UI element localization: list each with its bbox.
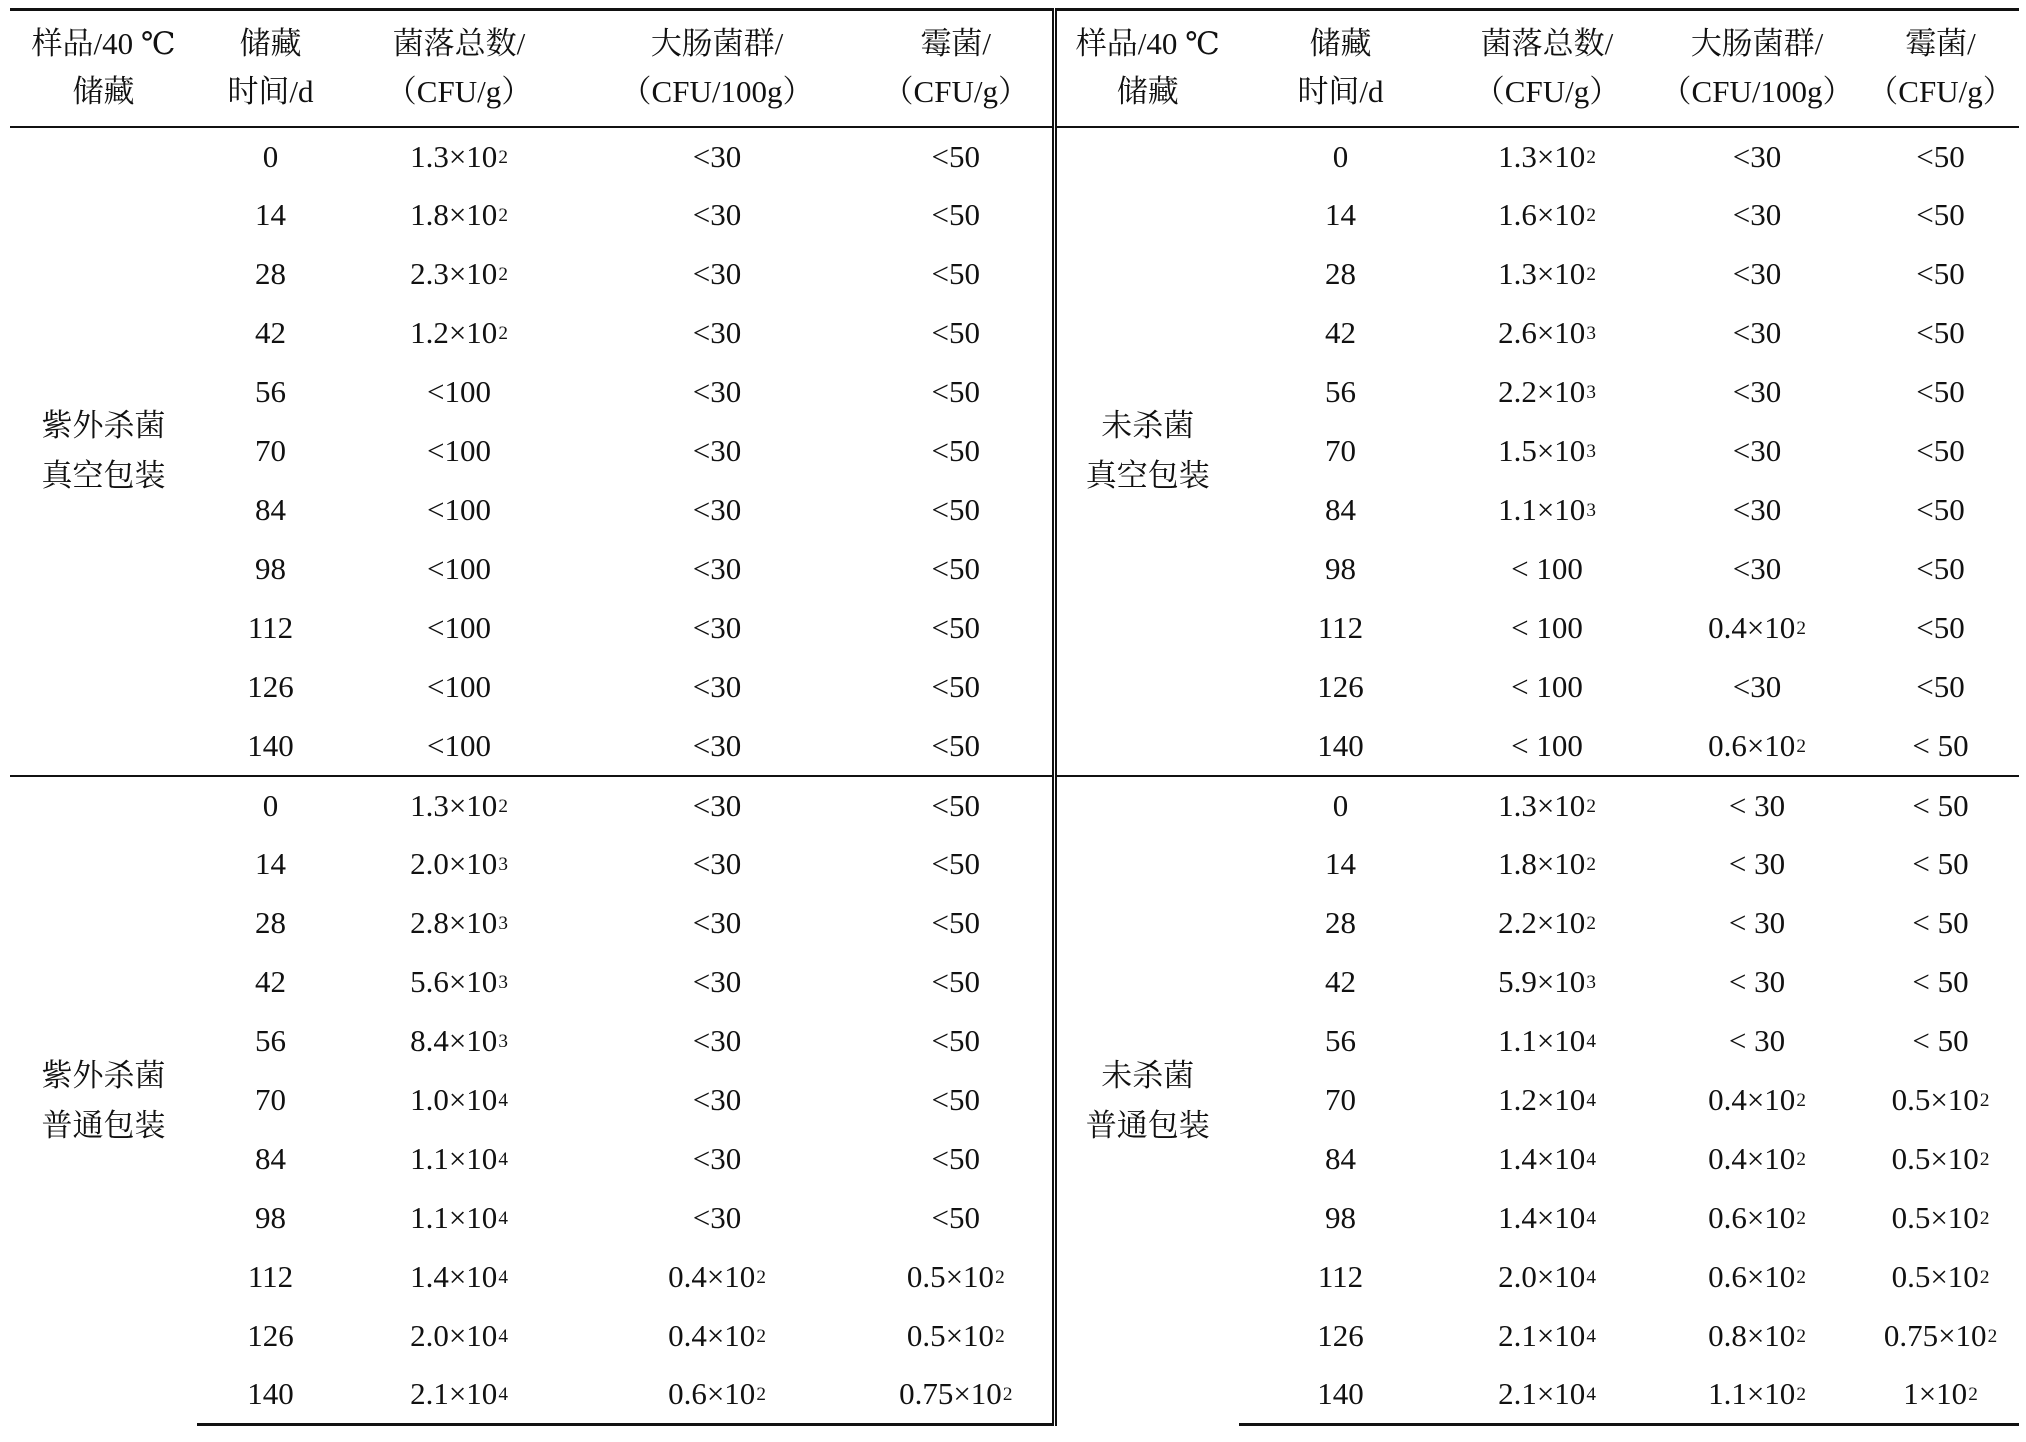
exponent: 2: [1796, 735, 1806, 757]
exponent: 4: [1586, 1149, 1596, 1171]
exponent: 2: [1796, 618, 1806, 640]
table-row: [10, 776, 2019, 835]
coliform-right: <30: [1732, 197, 1782, 232]
coliform-right: < 30: [1652, 776, 1862, 835]
mold-right: < 50: [1912, 846, 1969, 881]
storage-day-left: 56: [255, 374, 286, 409]
coliform-right: < 30: [1728, 846, 1786, 881]
mold-left: <50: [860, 835, 1054, 894]
mold-right: <50: [1916, 138, 1965, 174]
mold-left: <50: [860, 304, 1054, 363]
storage-day-left: 140: [197, 1366, 344, 1425]
exponent: 4: [1586, 1267, 1596, 1289]
exponent: 2: [756, 1267, 766, 1289]
exponent: 2: [498, 205, 508, 227]
mold-right: <50: [1916, 492, 1965, 527]
table-row: [10, 894, 2019, 953]
coliform-left: <30: [692, 256, 742, 291]
coliform-left: <30: [692, 1023, 742, 1058]
total-left: $1.3\times 10^2$: [410, 138, 508, 174]
coliform-left: <30: [692, 315, 742, 350]
mold-left: <50: [860, 953, 1054, 1012]
storage-day-left: 98: [255, 1200, 286, 1235]
coliform-left: <30: [692, 433, 742, 468]
coliform-left: <30: [692, 905, 742, 940]
mold-left: <50: [860, 1130, 1054, 1189]
mold-left: $0.5\times 10^2$: [860, 1307, 1054, 1366]
mold-right: $0.5\times 10^2$: [1891, 1200, 1990, 1235]
total-left: $5.6\times 10^3$: [410, 964, 508, 999]
mold-right: < 50: [1912, 1023, 1969, 1058]
total-left: <100: [427, 374, 491, 409]
mold-left: <50: [860, 717, 1054, 776]
storage-day-right: 56: [1325, 1023, 1356, 1058]
total-left: $2.3\times 10^2$: [410, 256, 508, 291]
exponent: 2: [1586, 264, 1596, 286]
storage-day-right: 14: [1325, 846, 1356, 881]
sample-label-left: 紫外杀菌 普通包装: [10, 776, 197, 1425]
total-right: $1.4\times 10^4$: [1498, 1141, 1596, 1176]
coliform-left: <30: [692, 374, 742, 409]
coliform-right: <30: [1732, 256, 1782, 291]
coliform-left: <30: [692, 669, 742, 704]
exponent: 4: [1586, 1031, 1596, 1053]
coliform-left: <30: [692, 197, 742, 232]
total-right: < 100: [1511, 727, 1583, 763]
exponent: 2: [1586, 795, 1596, 817]
exponent: 2: [1796, 1090, 1806, 1112]
exponent: 2: [498, 264, 508, 286]
exponent: 2: [1002, 1384, 1013, 1406]
mold-right: $0.75\times 10^2$: [1883, 1318, 1998, 1353]
storage-day-right: 42: [1325, 964, 1356, 999]
mold-right: <50: [1916, 610, 1965, 645]
table-row: [10, 422, 2019, 481]
coliform-left: <30: [574, 776, 860, 835]
exponent: 3: [1586, 500, 1596, 522]
exponent: 4: [498, 1267, 508, 1289]
header-mold-right: 霉菌/ （CFU/g）: [1867, 26, 2014, 110]
coliform-right: $0.8\times 10^2$: [1708, 1318, 1806, 1353]
total-right: $2.2\times 10^2$: [1498, 905, 1596, 940]
exponent: 4: [498, 1384, 508, 1406]
total-right: $1.5\times 10^3$: [1498, 433, 1596, 468]
table-row: [10, 1366, 2019, 1425]
mold-right: <50: [1916, 256, 1965, 291]
storage-day-left: 112: [247, 610, 294, 645]
exponent: 2: [1979, 1267, 1990, 1289]
exponent: 4: [1586, 1090, 1596, 1112]
coliform-left: <30: [692, 964, 742, 999]
coliform-right: $0.4\times 10^2$: [1708, 1141, 1806, 1176]
coliform-right: <30: [1732, 551, 1782, 586]
exponent: 2: [1586, 854, 1596, 876]
coliform-left: $0.4\times 10^2$: [668, 1259, 766, 1294]
coliform-left: <30: [692, 1082, 742, 1117]
exponent: 3: [498, 854, 508, 876]
exponent: 4: [498, 1090, 508, 1112]
storage-day-left: 28: [255, 905, 286, 940]
total-right: $2.2\times 10^3$: [1498, 374, 1596, 409]
storage-day-right: 112: [1317, 1259, 1364, 1294]
total-right: $1.2\times 10^4$: [1498, 1082, 1596, 1117]
total-left: $1.1\times 10^4$: [410, 1200, 508, 1235]
total-right: $1.4\times 10^4$: [1498, 1200, 1596, 1235]
coliform-right: < 30: [1728, 905, 1786, 940]
total-left: $2.0\times 10^3$: [410, 846, 508, 881]
table-row: [10, 186, 2019, 245]
exponent: 4: [498, 1208, 508, 1230]
storage-day-right: 98: [1325, 1200, 1356, 1235]
exponent: 4: [1586, 1208, 1596, 1230]
total-right: $2.6\times 10^3$: [1498, 315, 1596, 350]
mold-right: <50: [1916, 374, 1965, 409]
storage-day-right: 84: [1325, 492, 1356, 527]
storage-day-left: 70: [255, 433, 286, 468]
header-time-left: 储藏 时间/d: [227, 26, 314, 110]
coliform-right: $0.6\times 10^2$: [1708, 1259, 1806, 1294]
storage-day-right: 0: [1239, 776, 1442, 835]
storage-day-left: 70: [255, 1082, 286, 1117]
mold-left: <50: [860, 1189, 1054, 1248]
mold-right: $0.5\times 10^2$: [1891, 1259, 1990, 1294]
exponent: 4: [498, 1149, 508, 1171]
storage-day-left: 0: [197, 776, 344, 835]
mold-right: <50: [1916, 669, 1965, 704]
header-total-count-right: 菌落总数/ （CFU/g）: [1473, 26, 1621, 110]
table-row: [10, 953, 2019, 1012]
total-right: $2.1\times 10^4$: [1498, 1318, 1596, 1353]
table-row: [10, 1071, 2019, 1130]
total-right: < 100: [1511, 669, 1583, 704]
total-left: $1.3\times 10^2$: [344, 776, 574, 835]
mold-right: $1\times 10^2$: [1862, 1366, 2019, 1425]
storage-day-left: 56: [255, 1023, 286, 1058]
mold-left: <50: [860, 245, 1054, 304]
exponent: 2: [1979, 1208, 1990, 1230]
storage-day-right: 0: [1332, 138, 1349, 174]
mold-left: <50: [860, 540, 1054, 599]
total-left: $8.4\times 10^3$: [410, 1023, 508, 1058]
mold-right: <50: [1916, 315, 1965, 350]
table-row: [10, 481, 2019, 540]
mold-right: < 50: [1912, 905, 1969, 940]
coliform-left: $0.4\times 10^2$: [668, 1318, 766, 1353]
storage-day-left: 140: [247, 727, 294, 763]
coliform-right: $0.4\times 10^2$: [1708, 1082, 1806, 1117]
total-left: $2.1\times 10^4$: [344, 1366, 574, 1425]
storage-day-left: 42: [255, 964, 286, 999]
total-left: <100: [427, 433, 491, 468]
exponent: 2: [498, 146, 508, 168]
storage-day-right: 42: [1325, 315, 1356, 350]
storage-day-left: 126: [247, 1318, 294, 1353]
coliform-left: <30: [692, 727, 742, 763]
exponent: 2: [995, 1267, 1005, 1289]
exponent: 2: [1586, 146, 1596, 168]
storage-day-left: 42: [255, 315, 286, 350]
mold-left: <50: [860, 1012, 1054, 1071]
exponent: 2: [995, 1326, 1005, 1348]
mold-left: <50: [860, 1071, 1054, 1130]
header-sample-right: 样品/40 ℃ 储藏: [1075, 26, 1220, 110]
storage-day-right: 28: [1325, 905, 1356, 940]
header-time-right: 储藏 时间/d: [1297, 26, 1384, 110]
coliform-right: <30: [1732, 492, 1782, 527]
mold-right: < 50: [1912, 964, 1969, 999]
table-row: [10, 540, 2019, 599]
header-mold-left: 霉菌/ （CFU/g）: [860, 10, 1054, 127]
total-left: $2.0\times 10^4$: [410, 1318, 508, 1353]
mold-left: <50: [860, 658, 1054, 717]
exponent: 3: [1586, 323, 1596, 345]
storage-day-right: 28: [1325, 256, 1356, 291]
exponent: 3: [1586, 441, 1596, 463]
table-row: [10, 304, 2019, 363]
exponent: 2: [1796, 1208, 1806, 1230]
header-coliform-left: 大肠菌群/ （CFU/100g）: [620, 26, 814, 110]
storage-day-left: 14: [255, 846, 286, 881]
total-right: $1.8\times 10^2$: [1498, 846, 1596, 881]
exponent: 2: [498, 795, 508, 817]
exponent: 4: [498, 1326, 508, 1348]
table-row: [10, 1130, 2019, 1189]
total-right: $1.3\times 10^2$: [1498, 256, 1596, 291]
storage-day-right: 14: [1325, 197, 1356, 232]
total-left: $1.1\times 10^4$: [410, 1141, 508, 1176]
mold-left: <50: [860, 481, 1054, 540]
storage-day-right: 126: [1317, 669, 1364, 704]
exponent: 2: [1796, 1326, 1806, 1348]
mold-left: <50: [860, 776, 1054, 835]
total-right: $1.1\times 10^4$: [1498, 1023, 1596, 1058]
total-left: $1.8\times 10^2$: [410, 197, 508, 232]
header-total-count-left: 菌落总数/ （CFU/g）: [385, 26, 533, 110]
mold-left: $0.5\times 10^2$: [860, 1248, 1054, 1307]
coliform-right: $0.6\times 10^2$: [1708, 1200, 1806, 1235]
total-right: < 100: [1511, 610, 1583, 645]
total-right: $2.0\times 10^4$: [1498, 1259, 1596, 1294]
mold-left: <50: [860, 186, 1054, 245]
header-row: [10, 10, 2019, 127]
total-right: $1.1\times 10^3$: [1498, 492, 1596, 527]
storage-day-left: 112: [247, 1259, 294, 1294]
exponent: 2: [1796, 1384, 1806, 1406]
sample-label-right: 未杀菌 真空包装: [1085, 408, 1210, 493]
exponent: 2: [1979, 1149, 1990, 1171]
coliform-right: <30: [1732, 315, 1782, 350]
storage-day-left: 28: [255, 256, 286, 291]
total-left: <100: [427, 669, 491, 704]
table-row: [10, 1012, 2019, 1071]
exponent: 4: [1586, 1384, 1596, 1406]
table-row: [10, 245, 2019, 304]
exponent: 2: [1968, 1384, 1978, 1406]
exponent: 4: [1586, 1326, 1596, 1348]
total-right: $1.6\times 10^2$: [1498, 197, 1596, 232]
coliform-right: $0.4\times 10^2$: [1708, 610, 1806, 645]
mold-right: < 50: [1912, 727, 1969, 763]
exponent: 2: [1586, 205, 1596, 227]
exponent: 2: [756, 1384, 766, 1406]
coliform-right: <30: [1732, 374, 1782, 409]
coliform-left: <30: [692, 610, 742, 645]
total-right: $1.3\times 10^2$: [1442, 776, 1652, 835]
storage-day-right: 126: [1317, 1318, 1364, 1353]
coliform-left: <30: [692, 1141, 742, 1176]
exponent: 2: [498, 323, 508, 345]
coliform-left: <30: [692, 138, 742, 174]
storage-day-right: 56: [1325, 374, 1356, 409]
total-left: $2.8\times 10^3$: [410, 905, 508, 940]
exponent: 2: [1979, 1090, 1990, 1112]
table-row: [10, 127, 2019, 186]
total-left: $1.2\times 10^2$: [410, 315, 508, 350]
mold-right: <50: [1916, 197, 1965, 232]
total-right: $1.3\times 10^2$: [1498, 138, 1596, 174]
storage-day-right: 140: [1317, 727, 1364, 763]
table-row: [10, 1189, 2019, 1248]
total-left: <100: [427, 492, 491, 527]
mold-left: $0.75\times 10^2$: [860, 1366, 1054, 1425]
microbial-storage-table: [10, 8, 2019, 1426]
storage-day-right: 140: [1239, 1366, 1442, 1425]
table-row: [10, 1307, 2019, 1366]
storage-day-right: 70: [1325, 433, 1356, 468]
storage-day-left: 14: [255, 197, 286, 232]
storage-day-left: 0: [262, 138, 279, 174]
table-row: [10, 599, 2019, 658]
mold-right: $0.5\times 10^2$: [1891, 1082, 1990, 1117]
mold-left: <50: [860, 599, 1054, 658]
sample-label-right: 未杀菌 普通包装: [1054, 776, 1239, 1425]
table-row: [10, 1248, 2019, 1307]
coliform-right: < 30: [1728, 1023, 1786, 1058]
table-row: [10, 658, 2019, 717]
coliform-right: $0.6\times 10^2$: [1708, 727, 1806, 763]
header-sample-left: 样品/40 ℃ 储藏: [31, 26, 176, 110]
storage-day-left: 126: [247, 669, 294, 704]
coliform-right: $1.1\times 10^2$: [1652, 1366, 1862, 1425]
coliform-right: < 30: [1728, 964, 1786, 999]
exponent: 3: [1586, 972, 1596, 994]
exponent: 2: [756, 1326, 766, 1348]
exponent: 3: [498, 1031, 508, 1053]
mold-right: <50: [1916, 433, 1965, 468]
coliform-left: <30: [692, 492, 742, 527]
total-left: <100: [427, 551, 491, 586]
coliform-left: $0.6\times 10^2$: [574, 1366, 860, 1425]
storage-day-right: 84: [1325, 1141, 1356, 1176]
exponent: 2: [1987, 1326, 1998, 1348]
table-row: [10, 363, 2019, 422]
mold-left: <50: [860, 127, 1054, 186]
mold-right: <50: [1916, 551, 1965, 586]
mold-left: <50: [860, 894, 1054, 953]
storage-day-left: 98: [255, 551, 286, 586]
exponent: 3: [498, 972, 508, 994]
mold-right: < 50: [1862, 776, 2019, 835]
mold-right: $0.5\times 10^2$: [1891, 1141, 1990, 1176]
exponent: 3: [1586, 382, 1596, 404]
total-left: <100: [427, 727, 491, 763]
coliform-left: <30: [692, 846, 742, 881]
coliform-left: <30: [692, 551, 742, 586]
exponent: 2: [1586, 913, 1596, 935]
table-body: [10, 127, 2019, 1425]
storage-day-right: 112: [1317, 610, 1364, 645]
header-coliform-right: 大肠菌群/ （CFU/100g）: [1660, 26, 1854, 110]
storage-day-right: 70: [1325, 1082, 1356, 1117]
table-row: [10, 835, 2019, 894]
exponent: 2: [1796, 1149, 1806, 1171]
exponent: 2: [1796, 1267, 1806, 1289]
sample-label-left: 紫外杀菌 真空包装: [41, 408, 166, 493]
mold-left: <50: [860, 422, 1054, 481]
storage-day-left: 84: [255, 1141, 286, 1176]
total-right: $2.1\times 10^4$: [1442, 1366, 1652, 1425]
coliform-right: <30: [1732, 669, 1782, 704]
total-right: < 100: [1511, 551, 1583, 586]
coliform-right: <30: [1732, 433, 1782, 468]
total-left: <100: [427, 610, 491, 645]
storage-day-right: 98: [1325, 551, 1356, 586]
exponent: 3: [498, 913, 508, 935]
coliform-left: <30: [692, 1200, 742, 1235]
mold-left: <50: [860, 363, 1054, 422]
total-left: $1.0\times 10^4$: [410, 1082, 508, 1117]
coliform-right: <30: [1732, 138, 1782, 174]
total-right: $5.9\times 10^3$: [1498, 964, 1596, 999]
storage-day-left: 84: [255, 492, 286, 527]
total-left: $1.4\times 10^4$: [410, 1259, 508, 1294]
table-row: [10, 717, 2019, 776]
